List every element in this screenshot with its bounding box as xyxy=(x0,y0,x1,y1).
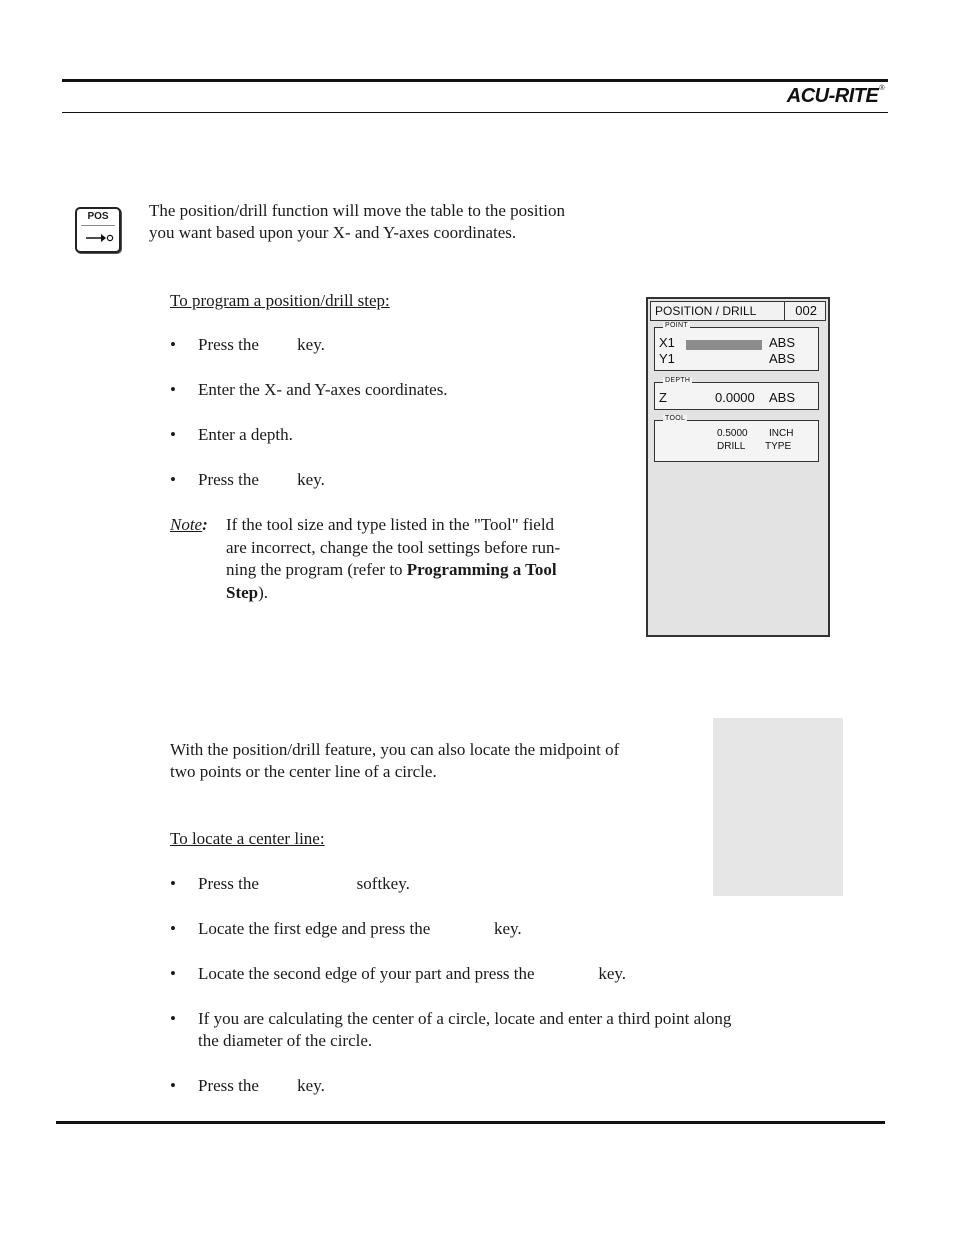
point-group xyxy=(654,322,819,371)
centerline-step-4-text: If you are calculating the center of a circle, locate and enter a third point along xyxy=(198,1009,732,1028)
centerline-step-2-text: Locate the first edge and press the key. xyxy=(198,919,522,938)
depth-axis: Z xyxy=(659,390,667,405)
point-x-axis: X1 xyxy=(659,335,675,350)
point-y-axis: Y1 xyxy=(659,351,675,366)
screen-header xyxy=(650,301,826,321)
note-line-3-text: ning the program (refer to xyxy=(226,560,407,579)
note-reference-title-end: Step xyxy=(226,582,259,602)
note-line-4-text: ). xyxy=(258,582,269,602)
screen-header-divider xyxy=(784,302,785,320)
brand-name: ACU-RITE xyxy=(786,85,879,107)
tool-type: DRILL xyxy=(717,441,746,452)
position-drill-screen xyxy=(646,297,830,637)
margin-shaded-box xyxy=(713,718,843,896)
header-rule-top xyxy=(62,79,888,82)
bullet: • xyxy=(170,1009,176,1028)
pos-key-label: POS xyxy=(87,211,109,222)
depth-value: 0.0000 xyxy=(715,390,755,405)
pos-key-divider xyxy=(81,225,115,226)
depth-group-title: DEPTH xyxy=(665,377,691,384)
screen-title: POSITION / DRILL xyxy=(655,304,757,318)
centerline-step-3-text: Locate the second edge of your part and press the key. xyxy=(198,964,627,983)
bullet: • xyxy=(170,964,176,983)
note-line-2: are incorrect, change the tool settings before run- xyxy=(226,537,561,557)
note-label xyxy=(170,514,208,536)
tool-group-title: TOOL xyxy=(665,415,686,422)
footer-rule xyxy=(56,1121,885,1124)
intro-line-2: you want based upon your X- and Y-axes coordinates. xyxy=(149,223,517,242)
tool-type-label: TYPE xyxy=(765,441,792,452)
bullet: • xyxy=(170,425,176,444)
centerline-step-4-continued: the diameter of the circle. xyxy=(198,1031,373,1050)
note-text xyxy=(226,514,601,604)
centerline-intro-line-1: With the position/drill feature, you can also locate the midpoint of xyxy=(170,740,620,759)
point-x-value-highlight xyxy=(686,340,762,350)
depth-mode: ABS xyxy=(769,390,796,405)
program-step-3-text: Enter a depth. xyxy=(198,425,293,444)
bullet: • xyxy=(170,335,176,354)
bullet: • xyxy=(170,470,176,489)
screen-step-number: 002 xyxy=(795,303,817,318)
intro-line-1: The position/drill function will move the table to the position xyxy=(149,201,565,220)
arrow-to-target-icon xyxy=(84,229,114,247)
tool-unit: INCH xyxy=(769,428,794,439)
point-group-title: POINT xyxy=(665,322,688,329)
note-line-4 xyxy=(226,582,601,605)
brand-logo xyxy=(787,85,884,108)
note-colon: : xyxy=(202,515,208,534)
centerline-step-5-text: Press the key. xyxy=(198,1076,325,1095)
bullet: • xyxy=(170,1076,176,1095)
centerline-heading: To locate a center line: xyxy=(170,829,325,848)
centerline-step-1-text: Press the softkey. xyxy=(198,874,410,893)
program-step-1-text: Press the key. xyxy=(198,335,325,354)
pos-key-icon xyxy=(75,207,121,253)
note-reference-title: Programming a Tool xyxy=(406,560,557,579)
program-steps-heading: To program a position/drill step: xyxy=(170,291,390,310)
bullet: • xyxy=(170,380,176,399)
bullet: • xyxy=(170,874,176,893)
depth-group xyxy=(654,377,819,410)
note-line-1: If the tool size and type listed in the "Tool" field xyxy=(226,515,555,534)
registered-mark: ® xyxy=(879,85,884,92)
tool-group xyxy=(654,415,819,462)
note-label-text: Note xyxy=(170,515,203,534)
note-line-3 xyxy=(226,559,601,582)
point-x-mode: ABS xyxy=(769,335,796,350)
bullet: • xyxy=(170,919,176,938)
tool-size: 0.5000 xyxy=(717,428,748,439)
program-step-4-text: Press the key. xyxy=(198,470,325,489)
centerline-intro-line-2: two points or the center line of a circle. xyxy=(170,762,437,781)
header-rule-bottom xyxy=(62,112,888,113)
program-step-2-text: Enter the X- and Y-axes coordinates. xyxy=(198,380,448,399)
point-y-mode: ABS xyxy=(769,351,796,366)
